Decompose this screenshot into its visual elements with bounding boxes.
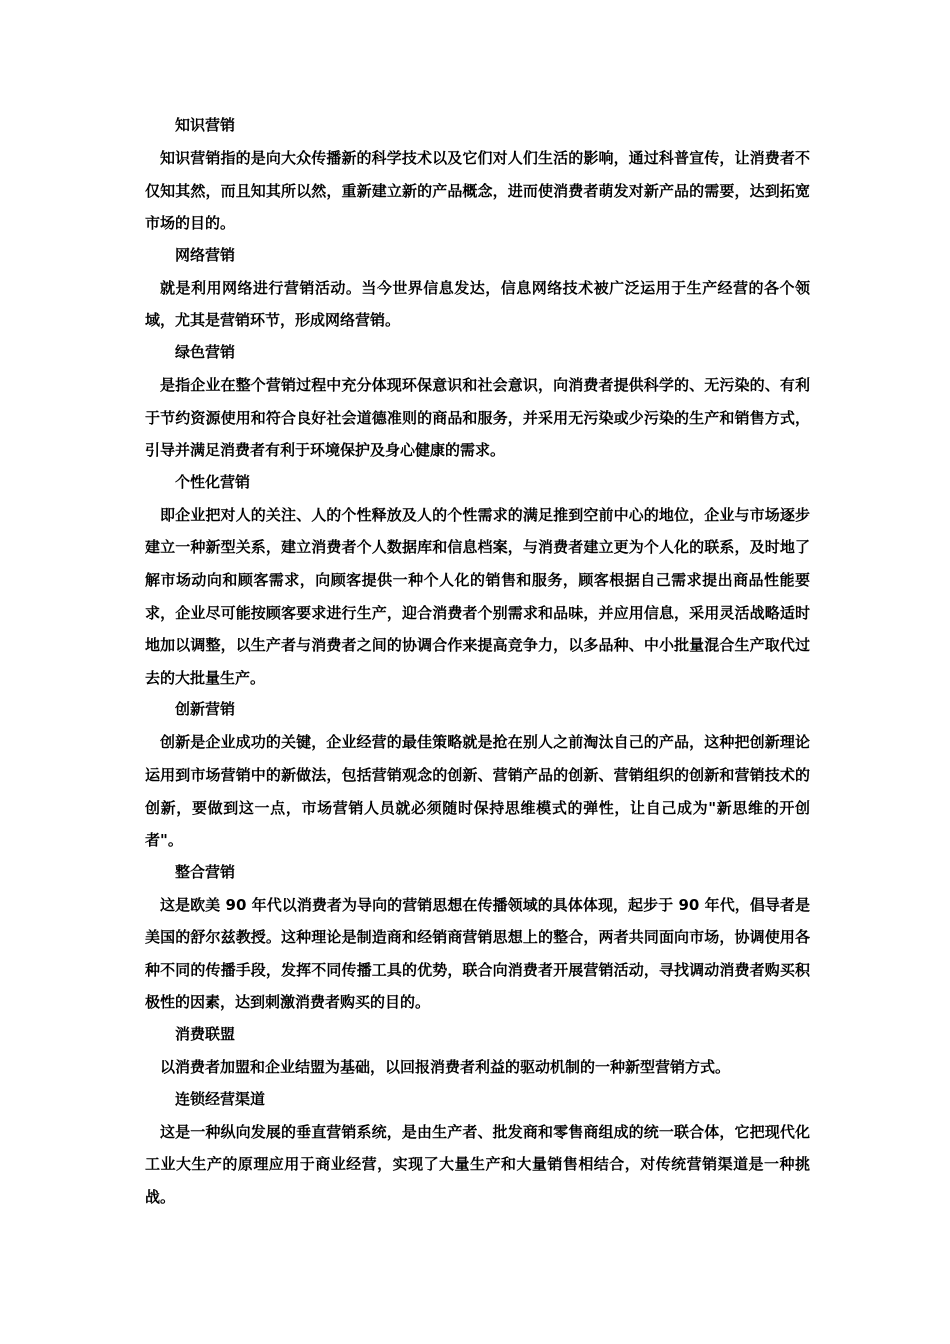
section-paragraph: 就是利用网络进行营销活动。当今世界信息发达，信息网络技术被广泛运用于生产经营的各个领域，尤其是营销环节，形成网络营销。 bbox=[145, 278, 810, 330]
section-consumer-alliance bbox=[145, 1019, 810, 1084]
section-heading: 消费联盟 bbox=[175, 1025, 236, 1044]
section-heading: 知识营销 bbox=[175, 116, 236, 134]
section-paragraph: 是指企业在整个营销过程中充分体现环保意识和社会意识，向消费者提供科学的、无污染的、有利于节约资源使用和符合良好社会道德准则的商品和服务，并采用无污染或少污染的生产和销售方式，引导并满足消费者有利于环境保护及身心健康的需求。 bbox=[145, 375, 810, 460]
section-integrated-marketing bbox=[145, 857, 810, 1019]
section-green-marketing bbox=[145, 337, 810, 467]
section-paragraph: 创新是企业成功的关键，企业经营的最佳策略就是抢在别人之前淘汰自己的产品，这种把创新理论运用到市场营销中的新做法，包括营销观念的创新、营销产品的创新、营销组织的创新和营销技术的创新，要做到这一点，市场营销人员就必须随时保持思维模式的弹性，让自己成为"新思维的开创者"。 bbox=[145, 733, 810, 850]
section-personalized-marketing bbox=[145, 467, 810, 695]
section-knowledge-marketing bbox=[145, 110, 810, 240]
section-paragraph: 知识营销指的是向大众传播新的科学技术以及它们对人们生活的影响，通过科普宣传，让消费者不仅知其然，而且知其所以然，重新建立新的产品概念，进而使消费者萌发对新产品的需要，达到拓宽市场的目的。 bbox=[145, 149, 810, 233]
section-heading: 整合营销 bbox=[175, 862, 236, 881]
section-paragraph: 以消费者加盟和企业结盟为基础，以回报消费者利益的驱动机制的一种新型营销方式。 bbox=[160, 1058, 731, 1077]
section-heading: 绿色营销 bbox=[175, 342, 236, 361]
section-heading: 连锁经营渠道 bbox=[175, 1089, 266, 1108]
section-heading: 创新营销 bbox=[175, 700, 236, 719]
section-innovation-marketing bbox=[145, 694, 810, 856]
section-paragraph: 即企业把对人的关注、人的个性释放及人的个性需求的满足推到空前中心的地位，企业与市场逐步建立一种新型关系，建立消费者个人数据库和信息档案，与消费者建立更为个人化的联系，及时地了解市场动向和顾客需求，向顾客提供一种个人化的销售和服务，顾客根据自己需求提出商品性能要求，企业尽可能按顾客要求进行生产，迎合消费者个别需求和品味，并应用信息，采用灵活战略适时地加以调整，以生产者与消费者之间的协调合作来提高竞争力，以多品种、中小批量混合生产取代过去的大批量生产。 bbox=[145, 505, 810, 687]
document-body bbox=[145, 110, 810, 1213]
section-heading: 个性化营销 bbox=[175, 472, 251, 491]
section-network-marketing bbox=[145, 240, 810, 337]
section-heading: 网络营销 bbox=[175, 245, 236, 264]
section-paragraph: 这是欧美 90 年代以消费者为导向的营销思想在传播领域的具体体现，起步于 90 年代，倡导者是美国的舒尔兹教授。这种理论是制造商和经销商营销思想上的整合，两者共同面向市场，协调使用各种不同的传播手段，发挥不同传播工具的优势，联合向消费者开展营销活动，寻找调动消费者购买积极性的因素，达到刺激消费者购买的目的。 bbox=[145, 895, 810, 1012]
section-paragraph: 这是一种纵向发展的垂直营销系统，是由生产者、批发商和零售商组成的统一联合体，它把现代化工业大生产的原理应用于商业经营，实现了大量生产和大量销售相结合，对传统营销渠道是一种挑战。 bbox=[145, 1122, 810, 1206]
section-chain-channel bbox=[145, 1084, 810, 1214]
